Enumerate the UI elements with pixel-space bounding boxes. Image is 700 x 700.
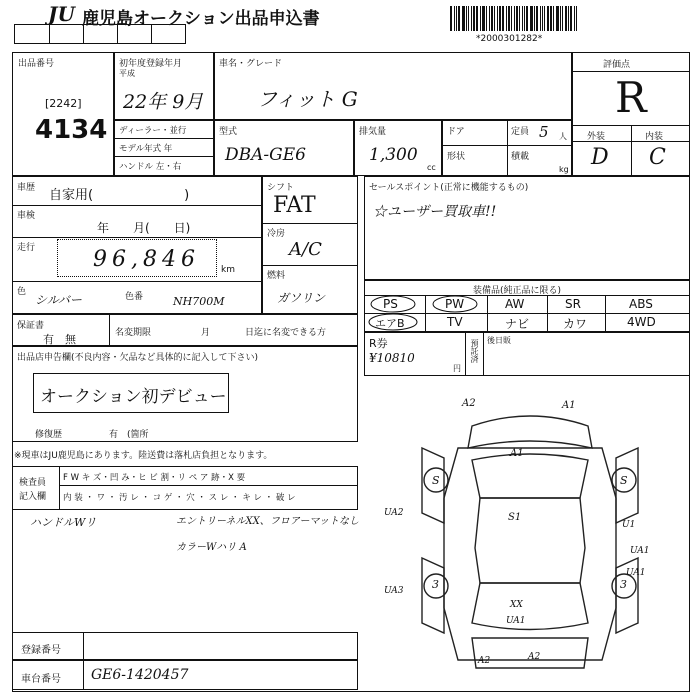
mark-ua2-right: U1 [622, 520, 636, 530]
equip-airbag: エアB [375, 317, 405, 330]
barcode-bar [502, 6, 504, 31]
barcode-bar [547, 6, 549, 31]
fuel-value: ガソリン [277, 291, 326, 305]
load-unit: kg [559, 165, 569, 174]
fuel-label: 燃料 [267, 271, 286, 281]
displacement-box [354, 120, 442, 176]
inspector-label2: 記入欄 [19, 492, 47, 502]
inspector-note1: ハンドルWリ [30, 516, 97, 529]
mark-ua1-right1: UA1 [630, 546, 650, 556]
barcode-bar [456, 6, 457, 31]
barcode-bar [574, 6, 575, 31]
entry-number-box [12, 52, 114, 176]
load-label: 積載 [511, 152, 530, 162]
shape-label: 形状 [447, 152, 466, 162]
equip-4wd: 4WD [627, 315, 656, 329]
barcode-bar [454, 6, 455, 31]
registration-box [114, 52, 214, 120]
vehicle-name-box [214, 52, 572, 120]
sales-point-label: セールスポイント(正常に機能するもの) [369, 183, 529, 193]
ownership-note: 日迄に名変できる方 [245, 328, 327, 338]
model-type-box [214, 120, 354, 176]
barcode-bar [476, 6, 478, 31]
barcode-bar [468, 6, 469, 31]
ownership-unit: 月 [201, 328, 211, 338]
mark-s-right: S [620, 474, 628, 487]
barcode-bar [542, 6, 543, 31]
barcode-bar [499, 6, 501, 31]
barcode-bar [508, 6, 511, 31]
mileage-unit: km [221, 265, 235, 275]
model-type-label: 型式 [219, 127, 238, 137]
equip-pw: PW [445, 297, 465, 311]
inspector-row2: 内 装 ・ ワ ・ 汚 レ ・ コ ゲ ・ 穴 ・ ス レ ・ キ レ ・ 破 レ [63, 493, 296, 503]
barcode-bar [565, 6, 567, 31]
mark-xx: XX [510, 600, 523, 610]
grade-interior: C [649, 145, 666, 170]
mark-a1-top: A1 [562, 400, 576, 411]
registration-label: 初年度登録年月 [119, 59, 183, 69]
barcode-bar [560, 6, 561, 31]
chassis-number-label: 車台番号 [21, 674, 61, 685]
mileage-value: 96,846 [93, 247, 200, 272]
equip-tv: TV [447, 315, 463, 329]
dealer-row3: ハンドル 左・右 [119, 162, 182, 172]
equip-ps: PS [383, 297, 398, 311]
equip-navi: ナビ [505, 317, 530, 331]
barcode-bar [570, 6, 572, 31]
capacity-label: 定員 [511, 127, 530, 137]
r-ticket-note2: 後日販 [487, 336, 511, 345]
barcode-bar [511, 6, 512, 31]
shift-box [262, 176, 358, 314]
dealer-row1: ディーラー・並行 [119, 126, 187, 136]
r-ticket-unit: 円 [453, 364, 461, 373]
warranty-label: 保証書 [17, 321, 45, 331]
barcode-bar [524, 6, 525, 31]
repair-label: 修復歴 [35, 430, 63, 440]
mark-a1-roof: A1 [510, 448, 524, 459]
top-strip [14, 24, 186, 44]
barcode-bar [568, 6, 569, 31]
inspector-note2: エントリーネルXX、フロアーマットなし [176, 516, 360, 527]
inspector-note3: カラーWハリ A [176, 542, 247, 553]
dealer-box [114, 120, 214, 176]
barcode-bar [562, 6, 563, 31]
mark-a2-top: A2 [462, 398, 476, 409]
barcode-bar [506, 6, 507, 31]
barcode-bar [544, 6, 545, 31]
color-label: 色 [17, 287, 27, 297]
entry-number: 4134 [35, 115, 108, 145]
form-title: 鹿児島オークション出品申込書 [82, 9, 320, 29]
equip-circles [365, 281, 689, 331]
displacement-unit: cc [427, 163, 436, 172]
sales-point-box [364, 176, 690, 280]
grade-label: 評価点 [603, 60, 631, 70]
barcode-bar [553, 6, 554, 31]
barcode-bar [482, 6, 485, 31]
barcode-bar [497, 6, 498, 31]
mark-a2-rear2: A2 [528, 652, 541, 662]
displacement-label: 排気量 [359, 127, 387, 137]
equip-sr: SR [565, 297, 581, 311]
shift-label: シフト [267, 183, 295, 193]
barcode-bar [480, 6, 481, 31]
equip-aw: AW [505, 297, 525, 311]
vehicle-name-value: フィット G [257, 87, 358, 111]
inspector-box [12, 466, 358, 510]
aircon-label: 冷房 [267, 229, 286, 239]
color-code-label: 色番 [125, 292, 144, 302]
barcode-bar [530, 6, 533, 31]
grade-box [572, 52, 690, 176]
barcode-bar [450, 6, 452, 31]
barcode-bar [534, 6, 535, 31]
barcode-bar [471, 6, 472, 31]
aircon-value: A/C [289, 239, 322, 260]
barcode-bar [556, 6, 559, 31]
grade-exterior-label: 外装 [587, 132, 606, 142]
inspection-value: 年 月( 日) [97, 221, 191, 235]
barcode-bar [489, 6, 490, 31]
equip-leather: カワ [563, 317, 588, 331]
entry-label: 出品番号 [18, 59, 55, 69]
repair-value: 有 (箇所 [109, 430, 149, 440]
chassis-number-value: GE6-1420457 [91, 667, 189, 683]
color-code-value: NH700M [173, 295, 225, 308]
shift-value: FAT [273, 193, 316, 218]
chassis-number-box [12, 660, 358, 690]
barcode-bar [522, 6, 523, 31]
barcode-bar [514, 6, 515, 31]
r-ticket-box [364, 332, 690, 376]
registration-era: 平成 [119, 69, 135, 78]
equip-abs: ABS [629, 297, 653, 311]
notice-text: ※現車はJU鹿児島にあります。陸送費は落札店負担となります。 [14, 451, 273, 461]
r-ticket-value: ¥10810 [369, 351, 415, 365]
barcode-bar [576, 6, 577, 31]
barcode-bar [473, 6, 475, 31]
barcode-bar [466, 6, 467, 31]
barcode-bar [550, 6, 552, 31]
declaration-value: オークション初デビュー [40, 387, 227, 407]
entry-small-number: [2242] [45, 97, 82, 110]
declaration-stamp [33, 373, 229, 413]
usage-label: 車歴 [17, 183, 36, 193]
r-ticket-note1: 預託済 [470, 339, 479, 363]
inspection-label: 車検 [17, 211, 36, 221]
door-label: ドア [447, 127, 465, 137]
ju-logo: JU [48, 2, 75, 26]
equipment-box [364, 280, 690, 332]
mark-s1: S1 [508, 512, 522, 523]
barcode-bar [462, 6, 465, 31]
barcode [450, 6, 578, 31]
barcode-bar [526, 6, 528, 31]
equipment-label: 装備品(純正品に限る) [473, 286, 562, 296]
mileage-label: 走行 [17, 243, 36, 253]
color-value: シルバー [35, 293, 82, 307]
grade-interior-label: 内装 [645, 132, 664, 142]
dealer-row2: モデル年式 年 [119, 144, 173, 154]
barcode-bar [494, 6, 495, 31]
barcode-bar [516, 6, 518, 31]
model-type-value: DBA-GE6 [225, 145, 306, 165]
mark-ua2-left: UA2 [384, 508, 404, 518]
vehicle-name-label: 車名・グレード [219, 59, 283, 69]
grade-value: R [615, 73, 647, 122]
mark-ua1-rear: UA1 [506, 616, 526, 626]
registration-number-box [12, 632, 358, 660]
spec-box [442, 120, 572, 176]
registration-value: 22年 9月 [123, 91, 204, 113]
ownership-label: 名変期限 [115, 328, 152, 338]
declaration-label: 出品店申告欄(不良内容・欠品など具体的に記入して下さい) [17, 353, 259, 363]
capacity-value: 5 [539, 123, 549, 141]
usage-value: 自家用( ) [49, 188, 190, 203]
barcode-bar [491, 6, 493, 31]
mark-3-left: 3 [432, 578, 439, 591]
declaration-box [12, 346, 358, 442]
sales-point-value: ☆ユーザー買取車!! [373, 204, 497, 220]
barcode-text: *2000301282* [476, 34, 543, 44]
capacity-unit: 人 [559, 132, 567, 141]
registration-number-label: 登録番号 [21, 645, 61, 656]
inspector-row1: F W キ ズ・凹 み・ヒ ビ 割・リ ペ ア 跡・X 要 [63, 473, 246, 483]
warranty-value: 有 無 [43, 333, 76, 346]
barcode-bar [458, 6, 460, 31]
mark-3-right: 3 [620, 578, 627, 591]
car-damage-diagram [380, 398, 680, 688]
mark-ua3: UA3 [384, 586, 404, 596]
inspector-label1: 検査員 [19, 478, 47, 488]
displacement-value: 1,300 [369, 145, 418, 165]
mark-s-left: S [432, 474, 440, 487]
barcode-bar [519, 6, 520, 31]
history-box [12, 176, 262, 314]
warranty-box [12, 314, 358, 346]
mark-a2-rear1: A2 [478, 656, 491, 666]
barcode-bar [536, 6, 538, 31]
mark-ua1-right2: UA1 [626, 568, 646, 578]
barcode-bar [540, 6, 541, 31]
barcode-bar [486, 6, 487, 31]
grade-exterior: D [591, 145, 609, 170]
r-ticket-label: R券 [369, 337, 388, 350]
